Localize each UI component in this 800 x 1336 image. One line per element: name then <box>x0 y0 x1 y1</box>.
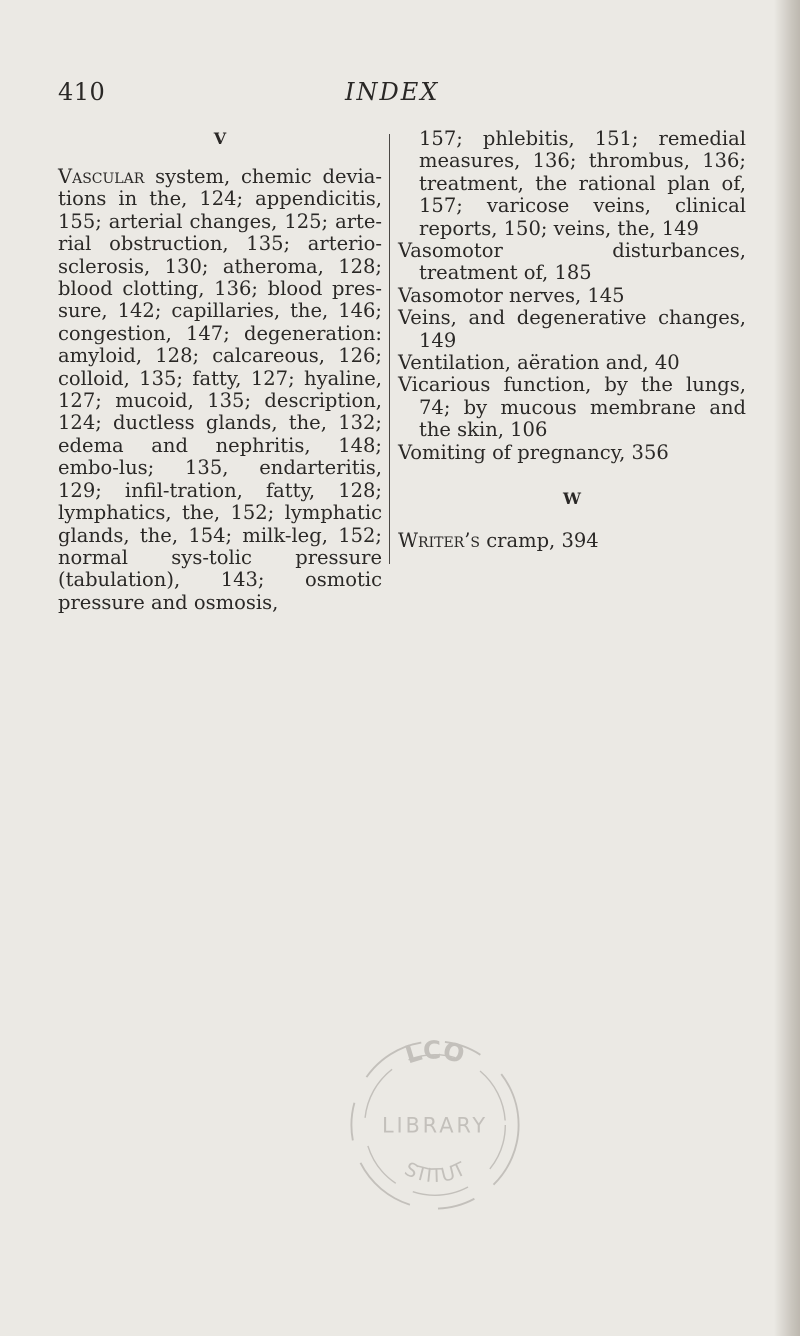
index-entry: Veins, and degenerative changes, 149 <box>398 306 746 352</box>
entry-headword: Vascular <box>58 165 145 188</box>
section-letter-v: V <box>213 129 227 148</box>
index-entry: Ventilation, aëration and, 40 <box>398 351 680 375</box>
stamp-bottom-text: STITUT <box>401 1158 469 1188</box>
index-column-left <box>58 128 382 614</box>
running-head: INDEX <box>345 78 440 106</box>
index-entry: Vicarious function, by the lungs, 74; by mucous membrane and the skin, 106 <box>398 373 746 442</box>
column-divider <box>389 134 390 564</box>
entry-text: system, chemic devia-tions in the, 124; appendicitis, 155; arterial changes, 125; arte-rial obstruction, 135; arterio-sclerosis, 130; atheroma, 128; blood clotting, 136; blood pres-sure, 142; capillaries, the, 146; congestion, 147; degeneration: amyloid, 128; calcareous, 126; colloid, 135; fatty, 127; hyaline, 127; mucoid, 135; description, 124; ductless glands, the, 132; edema and nephritis, 148; embo-lus; 135, endarteritis, 129; infil-tration, fatty, 128; lymphatics, the, 152; lymphatic glands, the, 154; milk-leg, 152; normal sys-tolic pressure (tabulation), 143; osmotic pressure and osmosis, <box>58 165 382 614</box>
library-stamp <box>340 1030 530 1220</box>
page-number: 410 <box>58 78 106 106</box>
page-edge-shadow <box>774 0 800 1336</box>
index-entry: Vasomotor disturbances, treatment of, 185 <box>398 239 746 285</box>
index-entry-continuation: 157; phlebitis, 151; remedial measures, 136; thrombus, 136; treatment, the rational plan of, 157; varicose veins, clinical reports, 150; veins, the, 149 <box>419 127 746 240</box>
index-entry-writers-cramp <box>398 530 746 552</box>
entry-text: cramp, 394 <box>480 529 599 553</box>
stamp-middle-text: LIBRARY <box>382 1113 488 1138</box>
stamp-top-text: LCO <box>401 1035 468 1070</box>
index-entry: Vomiting of pregnancy, 356 <box>398 440 669 464</box>
index-column-right <box>398 128 746 553</box>
section-letter-w: W <box>563 489 581 509</box>
index-entry: Vasomotor nerves, 145 <box>398 283 625 307</box>
entry-headword: Writer’s <box>398 529 481 553</box>
index-entry-vascular <box>58 166 382 614</box>
